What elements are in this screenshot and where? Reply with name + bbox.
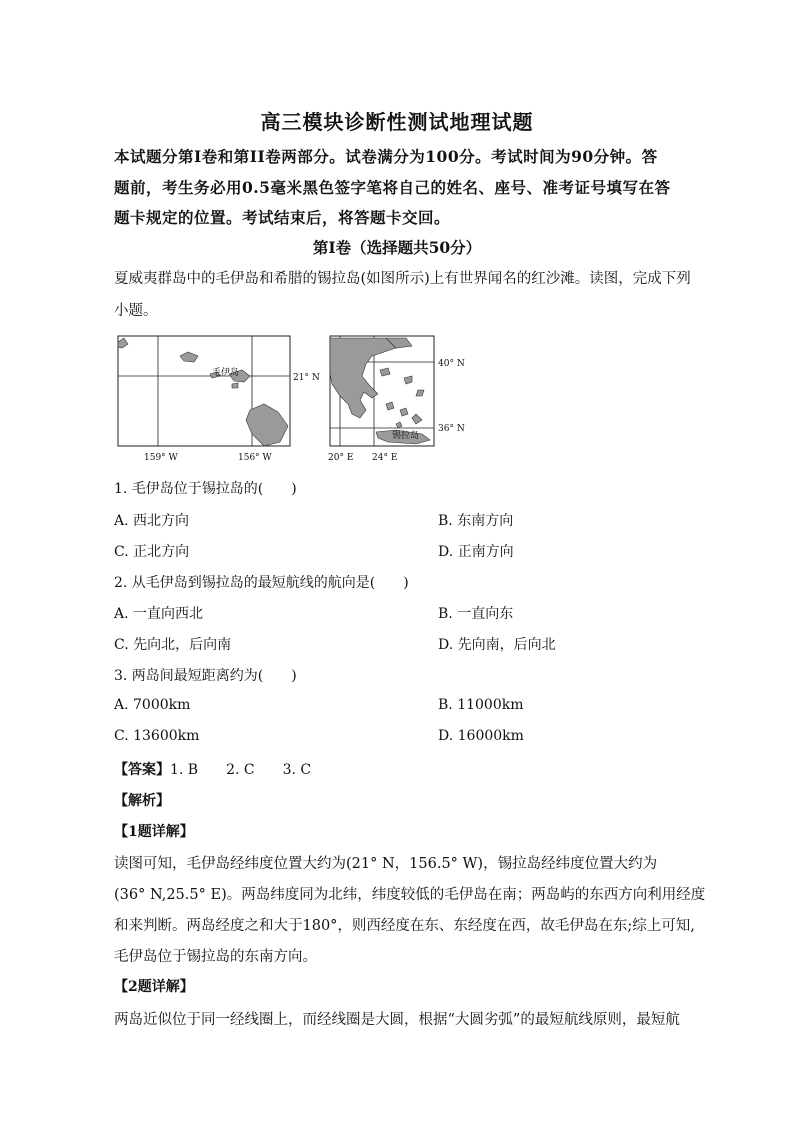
q2-option-a: A. 一直向西北: [114, 606, 204, 622]
answer-text: 1. B 2. C 3. C: [170, 762, 312, 778]
q3-option-b: B. 11000km: [438, 697, 524, 713]
detail-1-label: 【1题详解】: [114, 824, 194, 840]
q2-option-c: C. 先向北，后向南: [114, 637, 232, 653]
greece-map: [326, 334, 476, 466]
q1-option-d: D. 正南方向: [438, 544, 514, 560]
detail-1-line-2: (36° N,25.5° E)。两岛纬度同为北纬，纬度较低的毛伊岛在南；两岛屿的东西方向利用经度: [114, 887, 706, 903]
q1-option-a: A. 西北方向: [114, 513, 190, 529]
q1-option-b: B. 东南方向: [438, 513, 514, 529]
lat-21-label: 21° N: [293, 373, 320, 383]
question-2-stem: 2. 从毛伊岛到锡拉岛的最短航线的航向是( ): [114, 575, 409, 591]
passage-line-1: 夏威夷群岛中的毛伊岛和希腊的锡拉岛(如图所示)上有世界闻名的红沙滩。读图，完成下列: [114, 271, 691, 287]
q3-option-c: C. 13600km: [114, 728, 200, 744]
q3-option-d: D. 16000km: [438, 728, 524, 744]
analysis-label: 【解析】: [114, 793, 170, 809]
lon-159-label: 159° W: [144, 453, 178, 463]
lon-156-label: 156° W: [238, 453, 272, 463]
lon-20-label: 20° E: [328, 453, 354, 463]
intro-line-3: 题卡规定的位置。考试结束后，将答题卡交回。: [114, 208, 451, 227]
detail-1-line-4: 毛伊岛位于锡拉岛的东南方向。: [114, 949, 317, 965]
answer-label: 【答案】: [114, 762, 170, 778]
lon-24-label: 24° E: [372, 453, 398, 463]
lat-36-label: 36° N: [438, 424, 465, 434]
detail-2-line-1: 两岛近似位于同一经线圈上，而经线圈是大圆，根据“大圆劣弧”的最短航线原则，最短航: [114, 1012, 680, 1028]
detail-2-label: 【2题详解】: [114, 979, 194, 995]
q3-option-a: A. 7000km: [114, 697, 191, 713]
lat-40-label: 40° N: [438, 359, 465, 369]
passage-line-2: 小题。: [114, 303, 158, 319]
detail-1-line-3: 和来判断。两岛经度之和大于180°，则西经度在东、东经度在西，故毛伊岛在东;综上可知,: [114, 918, 695, 934]
page-title: 高三模块诊断性测试地理试题: [260, 110, 534, 134]
intro-line-2: 题前，考生务必用0.5毫米黑色签字笔将自己的姓名、座号、准考证号填写在答: [114, 178, 671, 197]
maui-label: 毛伊岛: [212, 368, 240, 378]
kahoolawe-shape: [232, 383, 238, 388]
hawaii-map: [116, 334, 320, 466]
santorini-label: 锡拉岛: [392, 431, 420, 441]
answer-line: [114, 759, 311, 779]
q1-option-c: C. 正北方向: [114, 544, 190, 560]
question-1-stem: 1. 毛伊岛位于锡拉岛的( ): [114, 481, 297, 497]
intro-line-1: 本试题分第Ⅰ卷和第II卷两部分。试卷满分为100分。考试时间为90分钟。答: [114, 147, 658, 166]
q2-option-b: B. 一直向东: [438, 606, 514, 622]
question-3-stem: 3. 两岛间最短距离约为( ): [114, 668, 297, 684]
section-title: 第Ⅰ卷（选择题共50分）: [312, 238, 482, 257]
detail-1-line-1: 读图可知，毛伊岛经纬度位置大约为(21° N，156.5° W)，锡拉岛经纬度位置大约为: [114, 856, 658, 872]
q2-option-d: D. 先向南，后向北: [438, 637, 556, 653]
